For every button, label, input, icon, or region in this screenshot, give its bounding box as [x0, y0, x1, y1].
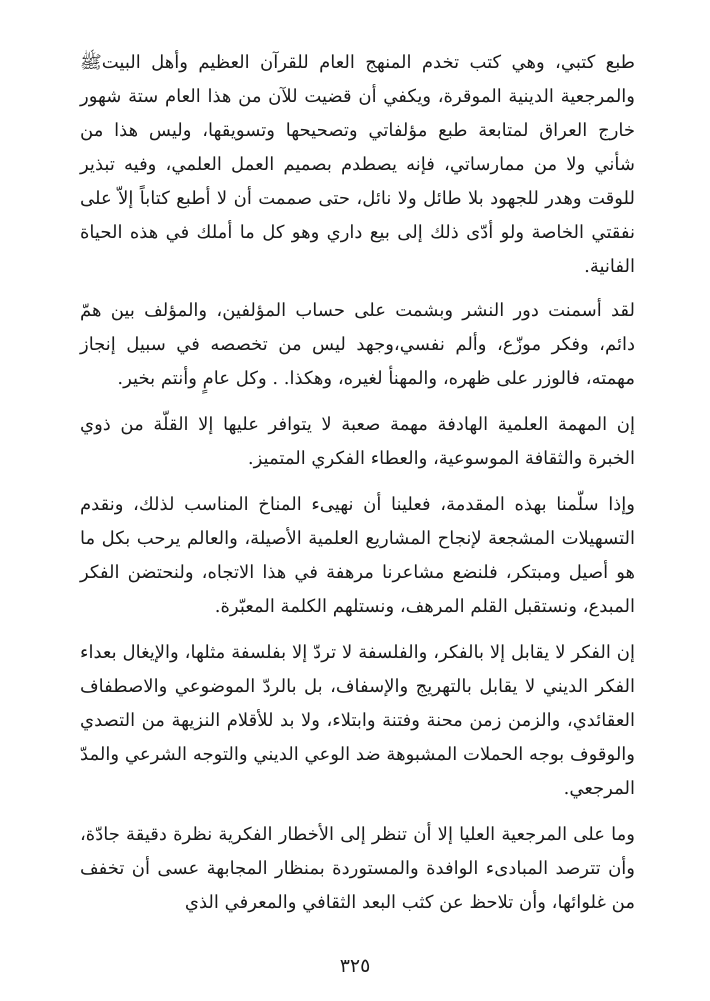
paragraph: وما على المرجعية العليا إلا أن تنظر إلى الأخطار الفكرية نظرة دقيقة جادّة، وأن تترصد المبادىء الوافدة والمستوردة بمنظار المجابهة عسى أن تخفف من غلوائها، وأن تلاحظ عن كثب البعد الثقافي والمعرفي الذي	[80, 824, 635, 913]
paragraph: لقد أسمنت دور النشر وبشمت على حساب المؤلفين، والمؤلف بين همّ دائم، وفكر موزّع، وألم نفسي،وجهد ليس من تخصصه في سبيل إنجاز مهمته، فالوزر على ظهره، والمهنأ لغيره، وهكذا. . وكل عامٍ وأنتم بخير.	[80, 300, 635, 389]
page-number: ٣٢٥	[339, 955, 371, 977]
paragraph: طبع كتبي، وهي كتب تخدم المنهج العام للقرآن العظيم وأهل البيتﷺ والمرجعية الدينية الموقرة، ويكفي أن قضيت للآن من هذا العام ستة شهور خارج العراق لمتابعة طبع مؤلفاتي وتصحيحها وتسويقها، وليس هذا من شأني ولا من ممارساتي، فإنه يصطدم بصميم العمل العلمي، وفيه تبذير للوقت وهدر للجهود بلا طائل ولا نائل، حتى صممت أن لا أطبع كتاباً إلاّ على نفقتي الخاصة ولو أدّى ذلك إلى بيع داري وهو كل ما أملك في هذه الحياة الفانية.	[80, 52, 635, 277]
paragraph: وإذا سلّمنا بهذه المقدمة، فعلينا أن نهيىء المناخ المناسب لذلك، ونقدم التسهيلات المشجعة لإنجاح المشاريع العلمية الأصيلة، والعالم يرحب بكل ما هو أصيل ومبتكر، فلنضع مشاعرنا مرهفة في هذا الاتجاه، ولنحتضن الفكر المبدع، ونستقبل القلم المرهف، ونستلهم الكلمة المعبّرة.	[80, 494, 635, 617]
page-body	[80, 46, 635, 932]
paragraph: إن الفكر لا يقابل إلا بالفكر، والفلسفة لا تردّ إلا بفلسفة مثلها، والإيغال بعداء الفكر الديني لا يقابل بالتهريج والإسفاف، بل بالردّ الموضوعي والاصطفاف العقائدي، والزمن زمن محنة وفتنة وابتلاء، ولا بد للأقلام النزيهة من التصدي والوقوف بوجه الحملات المشبوهة ضد الوعي الديني والتوجه الشرعي والمدّ المرجعي.	[80, 642, 635, 799]
paragraph: إن المهمة العلمية الهادفة مهمة صعبة لا يتوافر عليها إلا القلّة من ذوي الخبرة والثقافة الموسوعية، والعطاء الفكري المتميز.	[80, 414, 635, 469]
